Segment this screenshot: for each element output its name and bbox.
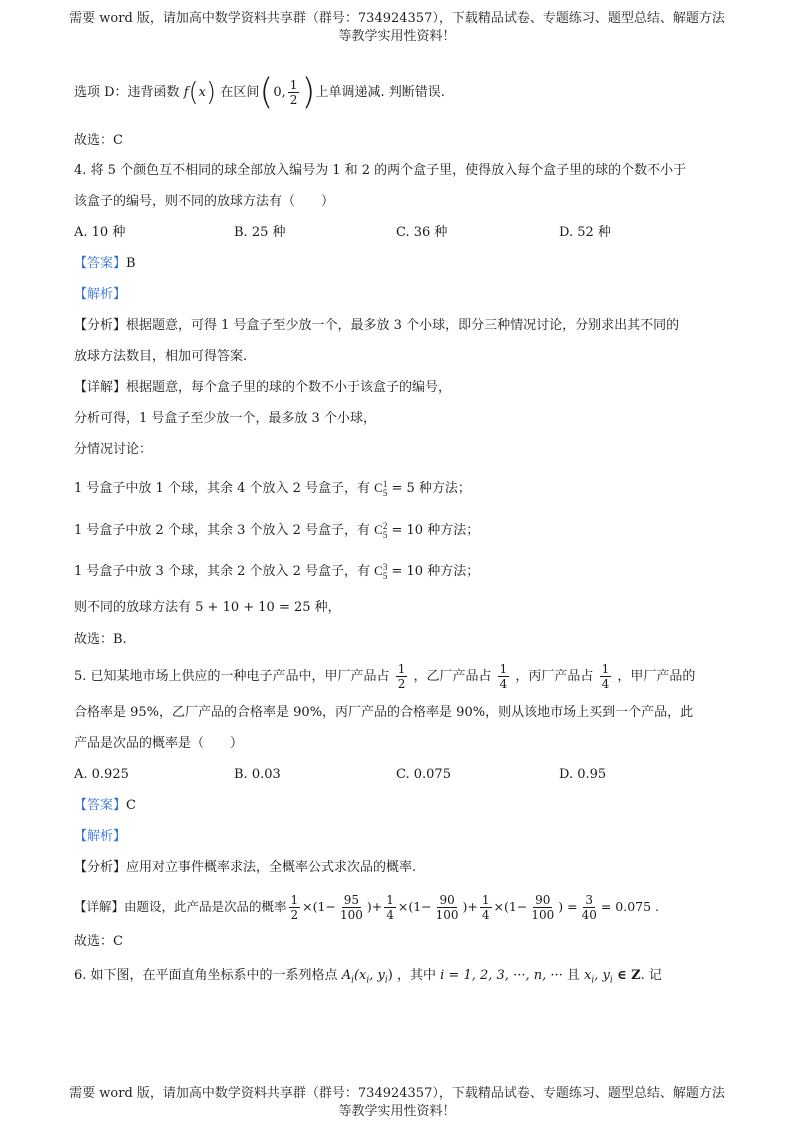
q5-choice: 故选：C [74, 934, 123, 949]
q5-option-d: D. 0.95 [559, 767, 607, 782]
q5-xiangjie: 【详解】由题设，此产品是次品的概率 $\frac{1}{2}$ ×(1− $\frac{95}{100}$ )+ $\frac{1}{4}$ ×(1− $\frac{90}{100}$ )+ $\frac{1}{4}$ ×(1− $\frac{90}{100}$ ) = $\frac{3}{40}$ = 0.075 . [74, 893, 660, 922]
q3-option-d: 选项 D：违背函数 f(x) 在区间(0, $\frac{1}{2}$ )上单调递减. 判断错误. [74, 71, 445, 113]
q4-analysis-tag: 【解析】 [74, 287, 127, 302]
q4-option-a: A. 10 种 [74, 225, 126, 240]
q4-stem-line-2: 该盒子的编号，则不同的放球方法有（ ） [74, 194, 335, 209]
fraction: $\frac{90}{100}$ [435, 893, 459, 922]
q4-line-2: 分析可得，1 号盒子至少放一个，最多放 3 个小球， [74, 411, 376, 426]
q5-analysis-tag: 【解析】 [74, 829, 127, 844]
combination: C 1 5 [374, 479, 388, 499]
q4-option-c: C. 36 种 [396, 225, 448, 240]
q4-case-3: 1 号盒子中放 3 个球，其余 2 个放入 2 号盒子，有 C 3 5 = 10 种方法； [74, 562, 480, 582]
header-line-2: 等教学实用性资料！ [338, 29, 456, 44]
fraction: $\frac{1}{4}$ [481, 893, 490, 922]
q5-stem-line-2: 合格率是 95%，乙厂产品的合格率是 90%，丙厂产品的合格率是 90%，则从该地市场上买到一个产品，此 [74, 705, 694, 720]
fraction: $\frac{95}{100}$ [339, 893, 363, 922]
q4-case-2: 1 号盒子中放 2 个球，其余 3 个放入 2 号盒子，有 C 2 5 = 10 种方法； [74, 521, 480, 541]
q4-answer: 【答案】B [74, 256, 136, 271]
q5-option-a: A. 0.925 [74, 767, 129, 782]
fraction: $\frac{1}{2}$ [289, 78, 298, 107]
answer-tag: 【答案】 [74, 256, 127, 271]
q4-fenxi-line-2: 放球方法数目，相加可得答案. [74, 349, 248, 364]
page-footer [0, 1085, 794, 1121]
page-header [0, 10, 794, 46]
fraction: $\frac{1}{2}$ [397, 662, 406, 691]
q5-stem-line-1: 5. 已知某地市场上供应的一种电子产品中，甲厂产品占 $\frac{1}{2}$ ，乙厂产品占 $\frac{1}{4}$ ，丙厂产品占 $\frac{1}{4}$ ，甲厂产品的 [74, 662, 696, 691]
q5-answer: 【答案】C [74, 798, 136, 813]
fraction: $\frac{3}{40}$ [581, 893, 597, 922]
q5-option-b: B. 0.03 [234, 767, 281, 782]
combination: C 2 5 [374, 521, 388, 541]
q5-stem-line-3: 产品是次品的概率是（ ） [74, 736, 244, 751]
footer-line-2: 等教学实用性资料！ [338, 1104, 456, 1119]
q4-stem-line-1: 4. 将 5 个颜色互不相同的球全部放入编号为 1 和 2 的两个盒子里，使得放入每个盒子里的球的个数不小于 [74, 163, 687, 178]
fraction: $\frac{1}{4}$ [601, 662, 610, 691]
combination: C 3 5 [374, 562, 388, 582]
q5-fenxi: 【分析】应用对立事件概率求法，全概率公式求次品的概率. [74, 860, 417, 875]
q4-option-b: B. 25 种 [234, 225, 286, 240]
q4-fenxi-line-1: 【分析】根据题意，可得 1 号盒子至少放一个，最多放 3 个小球，即分三种情况讨论，分别求出其不同的 [74, 318, 680, 333]
q4-case-1: 1 号盒子中放 1 个球，其余 4 个放入 2 号盒子，有 C 1 5 = 5 种方法； [74, 479, 471, 499]
q4-xiangjie-line-1: 【详解】根据题意，每个盒子里的球的个数不小于该盒子的编号， [74, 380, 452, 395]
q3-choice: 故选：C [74, 133, 123, 148]
q5-option-c: C. 0.075 [396, 767, 451, 782]
fraction: $\frac{90}{100}$ [531, 893, 555, 922]
header-line-1: 需要 word 版，请加高中数学资料共享群（群号：734924357），下载精品试卷、专题练习、题型总结、解题方法 [69, 11, 725, 26]
q4-option-d: D. 52 种 [559, 225, 611, 240]
fraction: $\frac{1}{4}$ [499, 662, 508, 691]
fraction: $\frac{1}{4}$ [386, 893, 394, 922]
footer-line-1: 需要 word 版，请加高中数学资料共享群（群号：734924357），下载精品试卷、专题练习、题型总结、解题方法 [69, 1086, 725, 1101]
answer-tag: 【答案】 [74, 798, 127, 813]
q4-choice: 故选：B. [74, 632, 127, 647]
fraction: $\frac{1}{2}$ [290, 893, 299, 922]
q4-total: 则不同的放球方法有 5 + 10 + 10 = 25 种， [74, 600, 341, 615]
q4-line-3: 分情况讨论： [74, 442, 153, 457]
q6-stem: 6. 如下图，在平面直角坐标系中的一系列格点 $A_i(x_i$, $y_i$) ，其中 i = 1, 2, 3, ···, n, ··· 且 $x_i$, $y_i$ ∈ Z. 记 [74, 968, 662, 986]
